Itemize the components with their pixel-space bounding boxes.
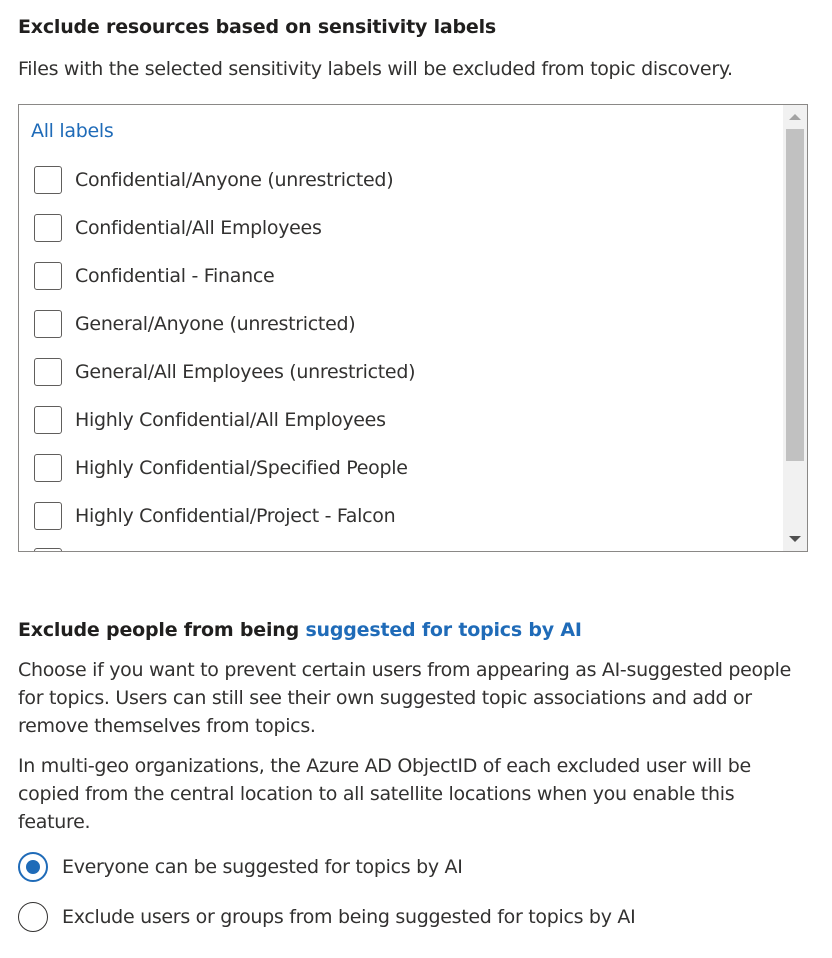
label-checkbox[interactable] — [34, 262, 62, 290]
label-checkbox[interactable] — [34, 406, 62, 434]
sensitivity-description: Files with the selected sensitivity labels will be excluded from topic discovery. — [18, 58, 733, 80]
suggested-topics-link[interactable]: suggested for topics by AI — [305, 619, 582, 641]
label-checkbox[interactable] — [34, 454, 62, 482]
scroll-thumb[interactable] — [786, 129, 804, 461]
caret-down-icon — [789, 536, 801, 542]
all-labels-link[interactable]: All labels — [31, 120, 114, 142]
label-row[interactable] — [34, 500, 395, 532]
radio-label: Exclude users or groups from being suggested for topics by AI — [62, 906, 636, 928]
radio-button-selected[interactable] — [18, 852, 48, 882]
multigeo-description: In multi-geo organizations, the Azure AD ObjectID of each excluded user will be copied from the central location to all satellite locations when you enable this feature. — [18, 755, 751, 833]
label-checkbox[interactable] — [34, 548, 62, 551]
radio-label: Everyone can be suggested for topics by AI — [62, 856, 463, 878]
label-row[interactable] — [34, 356, 415, 388]
label-checkbox[interactable] — [34, 310, 62, 338]
radio-everyone[interactable] — [18, 851, 463, 883]
label-row[interactable] — [34, 164, 393, 196]
label-text: General/All Employees (unrestricted) — [75, 361, 416, 383]
label-checkbox[interactable] — [34, 358, 62, 386]
sensitivity-label-list[interactable] — [18, 104, 808, 552]
label-row[interactable] — [34, 404, 386, 436]
radio-button[interactable] — [18, 902, 48, 932]
radio-exclude-users[interactable] — [18, 901, 635, 933]
label-text: Confidential - Finance — [75, 265, 275, 287]
caret-up-icon — [789, 114, 801, 120]
label-text: Confidential/Anyone (unrestricted) — [75, 169, 394, 191]
label-list-viewport — [19, 105, 783, 551]
label-checkbox[interactable] — [34, 502, 62, 530]
label-checkbox[interactable] — [34, 166, 62, 194]
label-row[interactable] — [34, 452, 408, 484]
people-description: Choose if you want to prevent certain users from appearing as AI-suggested people for topics. Users can still see their own suggested topic associations and add or remove themselves from topics. — [18, 659, 791, 737]
people-section-title — [18, 619, 582, 641]
label-row[interactable] — [34, 308, 355, 340]
label-text: Confidential/All Employees — [75, 217, 322, 239]
label-checkbox[interactable] — [34, 214, 62, 242]
label-row[interactable] — [34, 212, 322, 244]
label-text: Highly Confidential/Specified People — [75, 457, 408, 479]
label-row[interactable] — [34, 260, 274, 292]
label-text: General/Anyone (unrestricted) — [75, 313, 356, 335]
list-scrollbar[interactable] — [783, 105, 807, 551]
scroll-up-button[interactable] — [783, 105, 807, 129]
label-row-partial[interactable] — [34, 546, 62, 551]
label-text: Highly Confidential/Project - Falcon — [75, 505, 396, 527]
sensitivity-section-title: Exclude resources based on sensitivity labels — [18, 16, 497, 38]
scroll-down-button[interactable] — [783, 527, 807, 551]
label-text: Highly Confidential/All Employees — [75, 409, 386, 431]
people-title-prefix: Exclude people from being — [18, 619, 306, 641]
